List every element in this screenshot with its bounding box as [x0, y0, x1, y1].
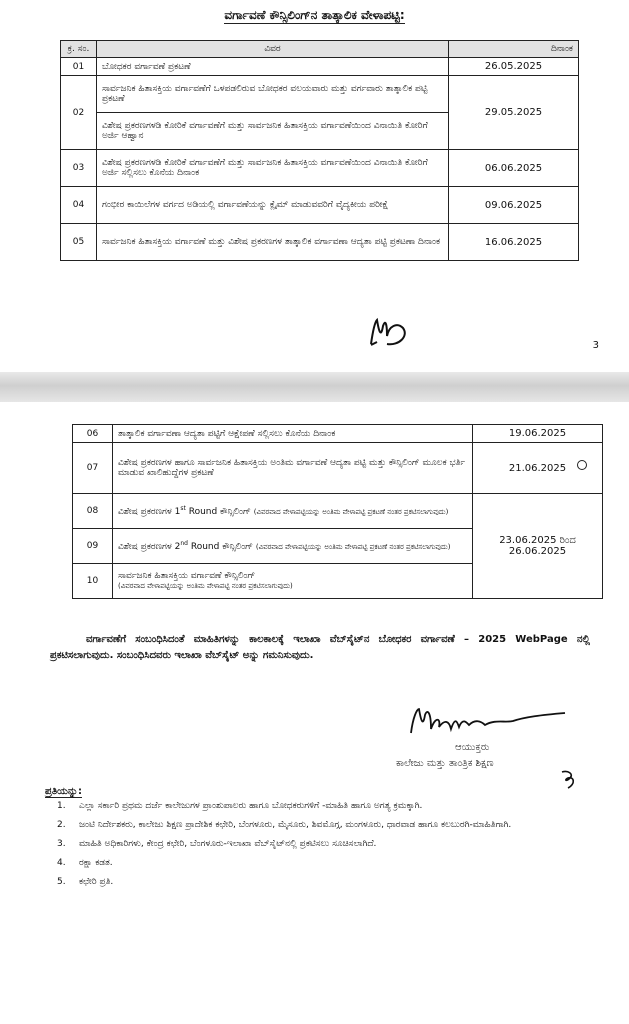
row-details-main: ವಿಶೇಷ ಪ್ರಕರಣಗಳ 1 [118, 507, 181, 517]
row-details [113, 529, 473, 564]
copies-list [45, 800, 595, 895]
list-number: 2. [57, 820, 66, 830]
table-row [61, 76, 579, 113]
row-details: ವಿಶೇಷ ಪ್ರಕರಣಗಳಡಿ ಕೋರಿಕೆ ವರ್ಗಾವಣೆಗೆ ಮತ್ತು ಸಾರ್ವಜನಿಕ ಹಿತಾಸಕ್ತಿಯ ವರ್ಗಾವಣೆಯಿಂದ ವಿನಾಯಿತಿ ಕೋರಿಗೆ ಅರ್ಜಿ ಆಹ್ವಾನ [97, 113, 449, 150]
list-number: 4. [57, 858, 66, 868]
document-title: ವರ್ಗಾವಣೆ ಕೌನ್ಸಿಲಿಂಗ್‌ನ ತಾತ್ಕಾಲಿಕ ವೇಳಾಪಟ್ಟಿ: [224, 8, 405, 22]
page-number: 3 [592, 340, 599, 351]
table-row [61, 58, 579, 76]
row-note: (ವಿವರವಾದ ವೇಳಾಪಟ್ಟಿಯನ್ನು ಅಂತಿಮ ವೇಳಾಪಟ್ಟಿ ಪ್ರಕಟಣೆ ನಂತರ ಪ್ರಕಟಿಸಲಾಗುವುದು) [253, 508, 449, 516]
row-number: 01 [61, 58, 97, 76]
row-details-main: Round ಕೌನ್ಸಿಲಿಂಗ್ [185, 507, 251, 517]
copies-heading: ಪ್ರತಿಯನ್ನು: [45, 786, 82, 797]
notice-paragraph: ವರ್ಗಾವಣೆಗೆ ಸಂಬಂಧಿಸಿದಂತೆ ಮಾಹಿತಿಗಳನ್ನು ಕಾಲಕಾಲಕ್ಕೆ ಇಲಾಖಾ ವೆಬ್‌ಸೈಟ್‌ನ ಬೋಧಕರ ವರ್ಗಾವಣೆ – 2025 WebPage ನಲ್ಲಿ ಪ್ರಕಟಿಸಲಾಗುವುದು. ಸಂಬಂಧಿಸಿದವರು ಇಲಾಖಾ ವೆಬ್‌ಸೈಟ್ ಅನ್ನು ಗಮನಿಸುವುದು. [50, 634, 590, 661]
row-number: 09 [73, 529, 113, 564]
row-date: 26.05.2025 [449, 58, 579, 76]
list-text: ರಕ್ಷಾ ಕಡತ. [79, 858, 113, 868]
row-details [113, 564, 473, 599]
table-row [61, 187, 579, 224]
row-date: 19.06.2025 [473, 425, 603, 443]
row-note: (ವಿವರವಾದ ವೇಳಾಪಟ್ಟಿಯನ್ನು ಅಂತಿಮ ವೇಳಾಪಟ್ಟಿ ನಂತರ ಪ್ರಕಟಿಸಲಾಗುವುದು) [118, 582, 293, 590]
list-number: 1. [57, 801, 66, 811]
list-number: 3. [57, 839, 66, 849]
row-details: ಬೋಧಕರ ವರ್ಗಾವಣೆ ಪ್ರಕಟಣೆ [97, 58, 449, 76]
list-text: ಕಛೇರಿ ಪ್ರತಿ. [79, 877, 114, 887]
circle-mark [577, 460, 587, 470]
row-number: 06 [73, 425, 113, 443]
page-separator [0, 372, 629, 402]
row-details: ಗಂಭೀರ ಕಾಯಿಲೆಗಳ ವರ್ಗದ ಅಡಿಯಲ್ಲಿ ವರ್ಗಾವಣೆಯನ್ನು ಕ್ಲೈಮ್ ಮಾಡುವವರಿಗೆ ವೈದ್ಯಕೀಯ ಪರೀಕ್ಷೆ [97, 187, 449, 224]
table-row [73, 425, 603, 443]
page-top [0, 0, 629, 372]
row-details: ಸಾರ್ವಜನಿಕ ಹಿತಾಸಕ್ತಿಯ ವರ್ಗಾವಣೆ ಮತ್ತು ವಿಶೇಷ ಪ್ರಕರಣಗಳ ತಾತ್ಕಾಲಿಕ ವರ್ಗಾವಣಾ ಆದ್ಯತಾ ಪಟ್ಟಿ ಪ್ರಕಟಣಾ ದಿನಾಂಕ [97, 224, 449, 261]
table-header-row [61, 41, 579, 58]
table-row [73, 443, 603, 494]
schedule-table-part2 [72, 424, 603, 599]
commissioner-signature [405, 703, 575, 743]
row-details: ವಿಶೇಷ ಪ್ರಕರಣಗಳಡಿ ಕೋರಿಕೆ ವರ್ಗಾವಣೆಗೆ ಮತ್ತು ಸಾರ್ವಜನಿಕ ಹಿತಾಸಕ್ತಿಯ ವರ್ಗಾವಣೆಯಿಂದ ವಿನಾಯಿತಿ ಕೋರಿಗೆ ಅರ್ಜಿ ಸಲ್ಲಿಸಲು ಕೊನೆಯ ದಿನಾಂಕ [97, 150, 449, 187]
list-text: ಮಾಹಿತಿ ಅಧಿಕಾರಿಗಳು, ಕೇಂದ್ರ ಕಛೇರಿ, ಬೆಂಗಳೂರು-ಇಲಾಖಾ ವೆಬ್‌ಸೈಟ್‌ನಲ್ಲಿ ಪ್ರಕಟಿಸಲು ಸೂಚಿಸಲಾಗಿದೆ. [79, 839, 377, 849]
initials-signature [365, 312, 415, 352]
row-date: 21.06.2025 [473, 443, 603, 494]
row-date: 09.06.2025 [449, 187, 579, 224]
header-sl: ಕ್ರ. ಸಂ. [61, 41, 97, 58]
header-details: ವಿವರ [97, 41, 449, 58]
table-row [73, 494, 603, 529]
row-details-main: Round ಕೌನ್ಸಿಲಿಂಗ್ [188, 542, 253, 552]
header-date: ದಿನಾಂಕ [449, 41, 579, 58]
list-text: ಜಂಟಿ ನಿರ್ದೇಶಕರು, ಕಾಲೇಜು ಶಿಕ್ಷಣ ಪ್ರಾದೇಶಿಕ ಕಛೇರಿ, ಬೆಂಗಳೂರು, ಮೈಸೂರು, ಶಿವಮೊಗ್ಗ, ಮಂಗಳೂರು, ಧಾರವಾಡ ಹಾಗೂ ಕಲಬುರಗಿ-ಮಾಹಿತಿಗಾಗಿ. [79, 820, 512, 830]
row-details [113, 494, 473, 529]
list-item [45, 857, 595, 870]
table-row [61, 150, 579, 187]
row-date: 06.06.2025 [449, 150, 579, 187]
row-date: 29.05.2025 [449, 76, 579, 150]
row-number: 07 [73, 443, 113, 494]
row-details-main: ವಿಶೇಷ ಪ್ರಕರಣಗಳ 2 [118, 542, 181, 552]
ordinal-suffix: nd [180, 540, 188, 547]
list-item [45, 876, 595, 889]
list-item [45, 800, 595, 813]
row-number: 05 [61, 224, 97, 261]
signatory-role: ಆಯುಕ್ತರು [455, 742, 490, 753]
row-note: (ವಿವರವಾದ ವೇಳಾಪಟ್ಟಿಯನ್ನು ಅಂತಿಮ ವೇಳಾಪಟ್ಟಿ ಪ್ರಕಟಣೆ ನಂತರ ಪ್ರಕಟಿಸಲಾಗುವುದು) [255, 543, 451, 551]
row-date-range: 23.06.2025 ರಿಂದ 26.06.2025 [473, 494, 603, 599]
row-number: 04 [61, 187, 97, 224]
list-item [45, 819, 595, 832]
signatory-department: ಕಾಲೇಜು ಮತ್ತು ತಾಂತ್ರಿಕ ಶಿಕ್ಷಣ [396, 758, 494, 769]
row-number: 03 [61, 150, 97, 187]
row-details: ಸಾರ್ವಜನಿಕ ಹಿತಾಸಕ್ತಿಯ ವರ್ಗಾವಣೆಗೆ ಒಳಪಡಲಿರುವ ಬೋಧಕರ ವಲಯವಾರು ಮತ್ತು ವರ್ಗವಾರು ತಾತ್ಕಾಲಿಕ ಪಟ್ಟಿ ಪ್ರಕಟಣೆ [97, 76, 449, 113]
row-date: 16.06.2025 [449, 224, 579, 261]
row-number: 08 [73, 494, 113, 529]
row-number: 10 [73, 564, 113, 599]
row-details: ವಿಶೇಷ ಪ್ರಕರಣಗಳ ಹಾಗೂ ಸಾರ್ವಜನಿಕ ಹಿತಾಸಕ್ತಿಯ ಅಂತಿಮ ವರ್ಗಾವಣೆ ಆದ್ಯತಾ ಪಟ್ಟಿ ಮತ್ತು ಕೌನ್ಸಿಲಿಂಗ್ ಮೂಲಕ ಭರ್ತಿ ಮಾಡುವ ಖಾಲಿಹುದ್ದೆಗಳ ಪ್ರಕಟಣೆ [113, 443, 473, 494]
list-item [45, 838, 595, 851]
list-number: 5. [57, 877, 66, 887]
table-row [61, 224, 579, 261]
row-details-main: ಸಾರ್ವಜನಿಕ ಹಿತಾಸಕ್ತಿಯ ವರ್ಗಾವಣೆ ಕೌನ್ಸಿಲಿಂಗ್ [118, 571, 256, 581]
row-number: 02 [61, 76, 97, 150]
row-details: ತಾತ್ಕಾಲಿಕ ವರ್ಗಾವಣಾ ಆದ್ಯತಾ ಪಟ್ಟಿಗೆ ಆಕ್ಷೇಪಣೆ ಸಲ್ಲಿಸಲು ಕೊನೆಯ ದಿನಾಂಕ [113, 425, 473, 443]
schedule-table-part1 [60, 40, 579, 261]
list-text: ಎಲ್ಲಾ ಸರ್ಕಾರಿ ಪ್ರಥಮ ದರ್ಜೆ ಕಾಲೇಜುಗಳ ಪ್ರಾಂಶುಪಾಲರು ಹಾಗೂ ಬೋಧಕರುಗಳಿಗೆ -ಮಾಹಿತಿ ಹಾಗೂ ಅಗತ್ಯ ಕ್ರಮಕ್ಕಾಗಿ. [79, 801, 423, 811]
ordinal-suffix: st [180, 505, 186, 512]
initials-mark [558, 768, 580, 790]
